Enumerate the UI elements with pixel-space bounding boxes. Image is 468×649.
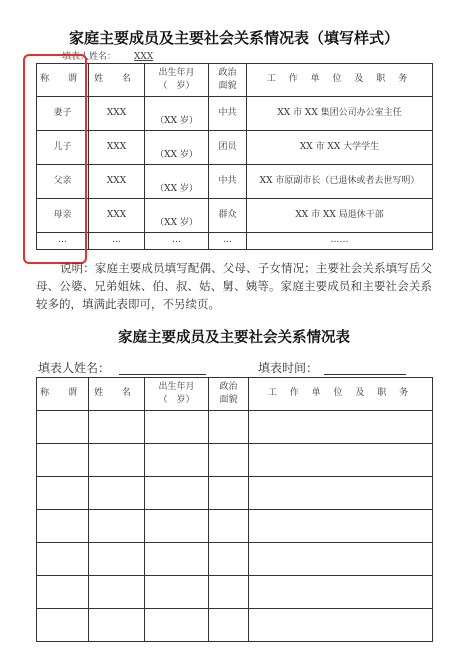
form-title: 家庭主要成员及主要社会关系情况表 <box>118 329 350 346</box>
sample-table <box>36 63 433 250</box>
blank-cell[interactable] <box>249 477 433 510</box>
header-relation: 称 谓 <box>37 378 89 411</box>
cell-work: XX 市 XX 集团公司办公室主任 <box>247 97 433 131</box>
blank-cell[interactable] <box>249 411 433 444</box>
blank-cell[interactable] <box>249 444 433 477</box>
table-row <box>37 199 433 233</box>
cell-politics: 中共 <box>209 97 247 131</box>
cell-work: XX 市 XX 局退休干部 <box>247 199 433 233</box>
blank-cell[interactable] <box>89 477 145 510</box>
blank-cell[interactable] <box>37 510 89 543</box>
cell-birth: （XX 岁） <box>145 199 209 233</box>
cell-name: … <box>89 233 145 250</box>
blank-cell[interactable] <box>37 477 89 510</box>
cell-birth: （XX 岁） <box>145 131 209 165</box>
cell-work: …… <box>247 233 433 250</box>
instructions-note: 说明：家庭主要成员填写配偶、父母、子女情况；主要社会关系填写岳父母、公婆、兄弟姐妹、伯、叔、姑、舅、姨等。家庭主要成员和主要社会关系较多的，填满此表即可，不另续页。 <box>36 261 432 311</box>
filler-name-label: 填表人姓名： <box>38 361 111 375</box>
header-work: 工 作 单 位 及 职 务 <box>247 64 433 97</box>
table-row <box>37 411 433 444</box>
header-politics: 政治 面貌 <box>209 64 247 97</box>
blank-cell[interactable] <box>145 411 209 444</box>
cell-politics: … <box>209 233 247 250</box>
cell-relation: 母亲 <box>37 199 89 233</box>
blank-cell[interactable] <box>249 543 433 576</box>
cell-name: XXX <box>89 199 145 233</box>
blank-cell[interactable] <box>209 444 249 477</box>
form-header-row <box>37 378 433 411</box>
blank-cell[interactable] <box>209 543 249 576</box>
cell-politics: 团员 <box>209 131 247 165</box>
blank-cell[interactable] <box>209 510 249 543</box>
cell-birth: … <box>145 233 209 250</box>
table-row <box>37 444 433 477</box>
blank-cell[interactable] <box>249 510 433 543</box>
cell-name: XXX <box>89 97 145 131</box>
table-row <box>37 543 433 576</box>
blank-cell[interactable] <box>89 510 145 543</box>
blank-cell[interactable] <box>37 576 89 609</box>
filler-date-label: 填表时间： <box>258 361 319 375</box>
header-birth: 出生年月 （ 岁） <box>145 378 209 411</box>
sample-table-title: 家庭主要成员及主要社会关系情况表（填写样式） <box>68 29 399 47</box>
table-row <box>37 576 433 609</box>
table-row <box>37 97 433 131</box>
blank-cell[interactable] <box>209 609 249 642</box>
header-work: 工 作 单 位 及 职 务 <box>249 378 433 411</box>
blank-cell[interactable] <box>37 609 89 642</box>
blank-cell[interactable] <box>145 510 209 543</box>
blank-cell[interactable] <box>37 411 89 444</box>
cell-work: XX 市 XX 大学学生 <box>247 131 433 165</box>
blank-cell[interactable] <box>209 576 249 609</box>
highlight-box <box>23 54 87 264</box>
cell-name: XXX <box>89 131 145 165</box>
blank-cell[interactable] <box>145 543 209 576</box>
cell-name: XXX <box>89 165 145 199</box>
blank-cell[interactable] <box>249 576 433 609</box>
blank-cell[interactable] <box>209 411 249 444</box>
blank-cell[interactable] <box>145 576 209 609</box>
ellipsis-row <box>37 233 433 250</box>
cell-politics: 中共 <box>209 165 247 199</box>
cell-relation: … <box>37 233 89 250</box>
blank-cell[interactable] <box>209 477 249 510</box>
header-relation: 称 谓 <box>37 64 89 97</box>
cell-relation: 妻子 <box>37 97 89 131</box>
header-politics: 政治 面貌 <box>209 378 249 411</box>
table-row <box>37 609 433 642</box>
cell-relation: 父亲 <box>37 165 89 199</box>
blank-cell[interactable] <box>37 543 89 576</box>
cell-politics: 群众 <box>209 199 247 233</box>
sample-filler-value: XXX <box>134 52 154 62</box>
table-row <box>37 165 433 199</box>
blank-cell[interactable] <box>89 444 145 477</box>
sample-filler-label: 填表人姓名： <box>62 52 117 62</box>
blank-cell[interactable] <box>89 576 145 609</box>
blank-cell[interactable] <box>37 444 89 477</box>
table-row <box>37 510 433 543</box>
header-name: 姓 名 <box>89 378 145 411</box>
table-row <box>37 131 433 165</box>
sample-header-row <box>37 64 433 97</box>
table-row <box>37 477 433 510</box>
cell-work: XX 市原副市长（已退休或者去世写明） <box>247 165 433 199</box>
blank-form-table <box>36 377 433 642</box>
blank-cell[interactable] <box>89 609 145 642</box>
header-birth: 出生年月 （ 岁） <box>145 64 209 97</box>
blank-cell[interactable] <box>145 477 209 510</box>
blank-cell[interactable] <box>145 444 209 477</box>
filler-date-input[interactable] <box>324 373 406 375</box>
blank-cell[interactable] <box>249 609 433 642</box>
header-name: 姓 名 <box>89 64 145 97</box>
filler-name-input[interactable] <box>119 373 206 375</box>
cell-birth: （XX 岁） <box>145 165 209 199</box>
blank-cell[interactable] <box>145 609 209 642</box>
blank-cell[interactable] <box>89 411 145 444</box>
blank-cell[interactable] <box>89 543 145 576</box>
cell-birth: （XX 岁） <box>145 97 209 131</box>
cell-relation: 儿子 <box>37 131 89 165</box>
